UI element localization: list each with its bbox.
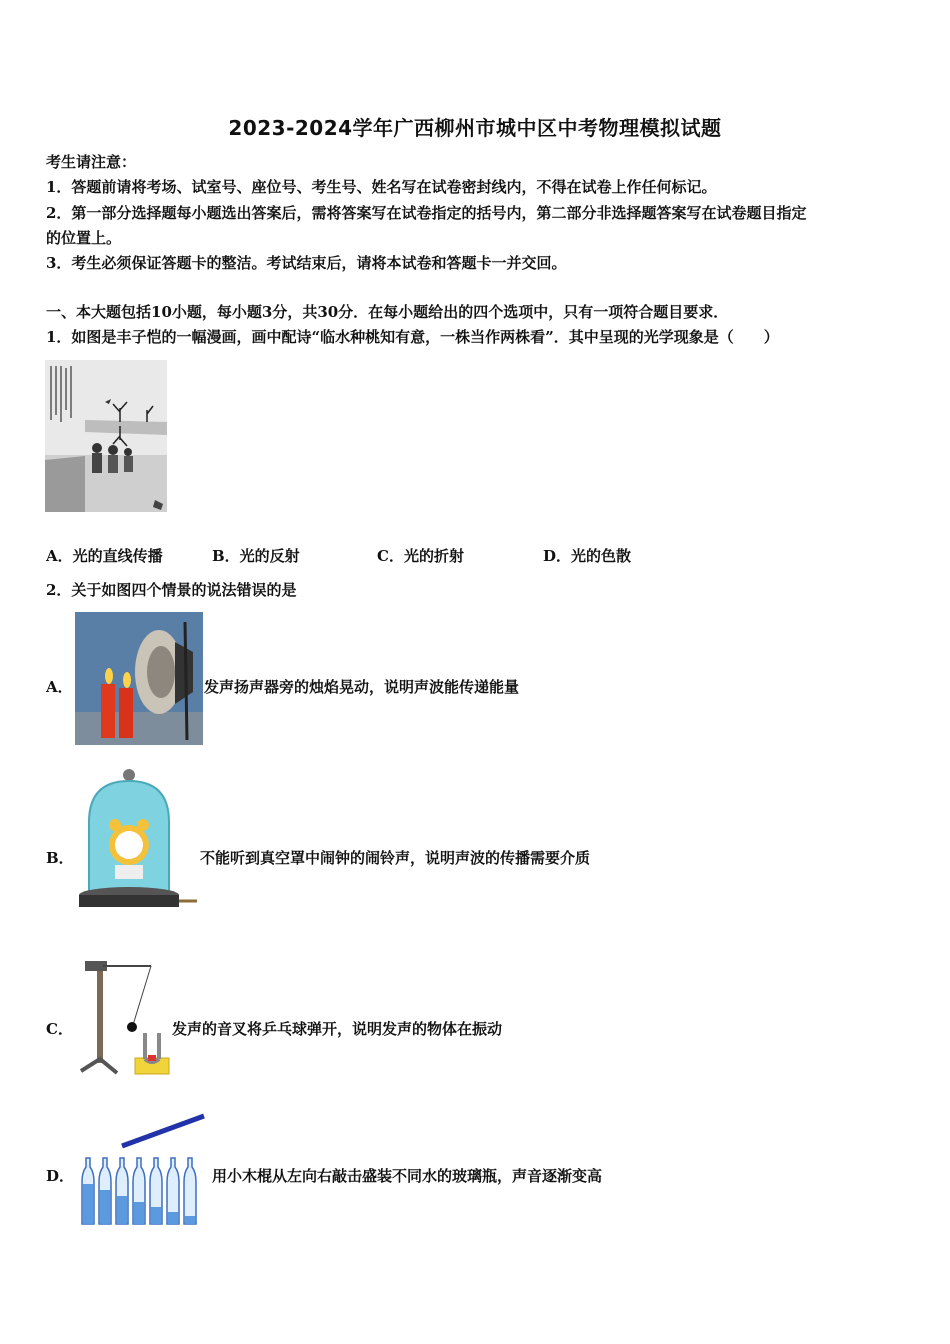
q1-option-a: A．光的直线传播 — [46, 547, 163, 565]
notice-item: 1．答题前请将考场、试室号、座位号、考生号、姓名写在试卷密封线内，不得在试卷上作任何标记。 — [46, 178, 717, 196]
q2-stem: 2．关于如图四个情景的说法错误的是 — [46, 581, 297, 599]
q1-option-b: B．光的反射 — [212, 547, 300, 565]
notice-item: 的位置上。 — [46, 229, 122, 247]
vacuum-bell-jar-figure — [77, 767, 199, 925]
q1-stem: 1．如图是丰子恺的一幅漫画，画中配诗“临水种桃知有意，一株当作两株看”．其中呈现的光学现象是（ ） — [46, 328, 779, 346]
glass-bottles-figure — [78, 1112, 210, 1230]
q2-choice-d-text: 用小木棍从左向右敲击盛装不同水的玻璃瓶，声音逐渐变高 — [212, 1167, 603, 1185]
q1-option-c: C．光的折射 — [377, 547, 464, 565]
q2-choice-c-text: 发声的音叉将乒乓球弹开，说明发声的物体在振动 — [172, 1020, 503, 1038]
section-heading: 一、本大题包括10小题，每小题3分，共30分．在每小题给出的四个选项中，只有一项符合题目要求． — [46, 303, 729, 321]
tuning-fork-figure — [77, 955, 173, 1080]
q2-choice-b-text: 不能听到真空罩中闹钟的闹铃声，说明声波的传播需要介质 — [200, 849, 591, 867]
q2-choice-d-label: D． — [46, 1167, 75, 1185]
notice-item: 3．考生必须保证答题卡的整洁。考试结束后，请将本试卷和答题卡一并交回。 — [46, 254, 567, 272]
q1-cartoon-figure — [45, 360, 167, 512]
q2-choice-b-label: B． — [46, 849, 74, 867]
speaker-candle-figure — [75, 612, 203, 745]
notice-item: 2．第一部分选择题每小题选出答案后，需将答案写在试卷指定的括号内，第二部分非选择题答案写在试卷题目指定 — [46, 204, 807, 222]
q2-choice-a-label: A． — [46, 678, 73, 696]
q2-choice-a-text: 发声扬声器旁的烛焰晃动，说明声波能传递能量 — [204, 678, 520, 696]
page-title: 2023-2024学年广西柳州市城中区中考物理模拟试题 — [228, 116, 722, 140]
notice-heading: 考生请注意： — [46, 153, 137, 171]
q2-choice-c-label: C． — [46, 1020, 73, 1038]
q1-option-d: D．光的色散 — [543, 547, 632, 565]
